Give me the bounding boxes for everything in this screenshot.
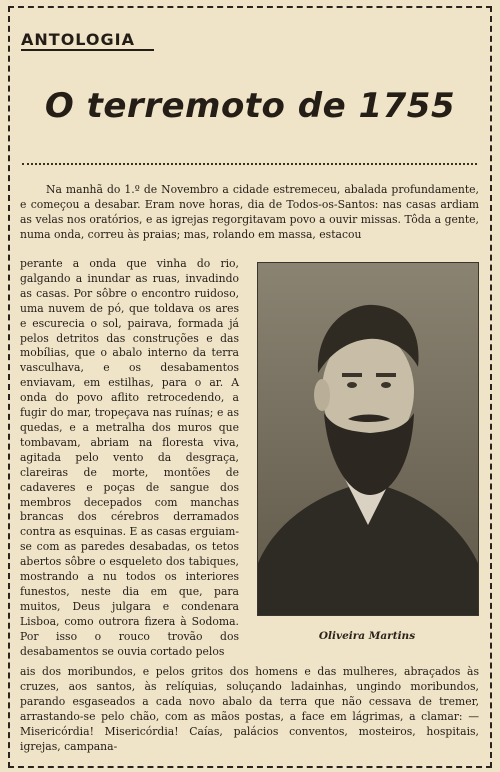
portrait-caption: Oliveira Martins	[318, 630, 416, 642]
article-title: O terremoto de 1755	[44, 86, 456, 126]
portrait-illustration	[258, 263, 478, 615]
dotted-divider	[22, 163, 477, 165]
section-label: ANTOLOGIA	[21, 30, 135, 49]
section-underline	[21, 49, 154, 51]
article-text-column: perante a onda que vinha do rio, galgando a inundar as ruas, invadindo as casas. Por sôbre o encontro ruidoso, uma nuvem de pó, que toldava os ares e escurecia o sol, pairava, formada já pelos detritos das construções e das mobílias, que o abalo interno da terra vasculhava, e os desabamentos enviavam, em estilhas, para o ar. A onda do povo aflito retrocedendo, a fugir do mar, tropeçava nas ruínas; e as quedas, e a metralha dos muros que tombavam, abriam na floresta viva, agitada pelo vento da desgraça, clareiras de morte, montões de cadaveres e poças de sangue dos membros decepados com manchas brancas dos cérebros derramados contra as esquinas. E as casas erguiam-se com as paredes desabadas, os tetos abertos sôbre o esqueleto dos tabiques, mostrando a nu todos os interiores funestos, neste dia em que, para muitos, Deus julgara e condenara Lisboa, como outrora fizera à Sodoma. Por isso o rouco trovão dos desabamentos se ouvia cortado pelos	[20, 257, 239, 658]
portrait-photo	[257, 262, 479, 616]
article-text-continuation: ais dos moribundos, e pelos gritos dos homens e das mulheres, abraçados às cruzes, aos santos, às relíquias, soluçando ladainhas, ungindo moribundos, parando esgaseados a cada novo abalo da terra que não cessava de tremer, arrastando-se pelo chão, com as mãos postas, a face em lágrimas, a clamar: — Misericórdia! Misericórdia! Caías, palácios conventos, mosteiros, hospitais, igrejas, campana-	[20, 665, 479, 753]
article-text-intro: Na manhã do 1.º de Novembro a cidade estremeceu, abalada profundamente, e começou a desabar. Eram nove horas, dia de Todos-os-Santos: nas casas ardiam as velas nos oratórios, e as igrejas regorgitavam povo a ouvir missas. Tôda a gente, numa onda, correu às praias; mas, rolando em massa, estacou	[20, 183, 479, 241]
